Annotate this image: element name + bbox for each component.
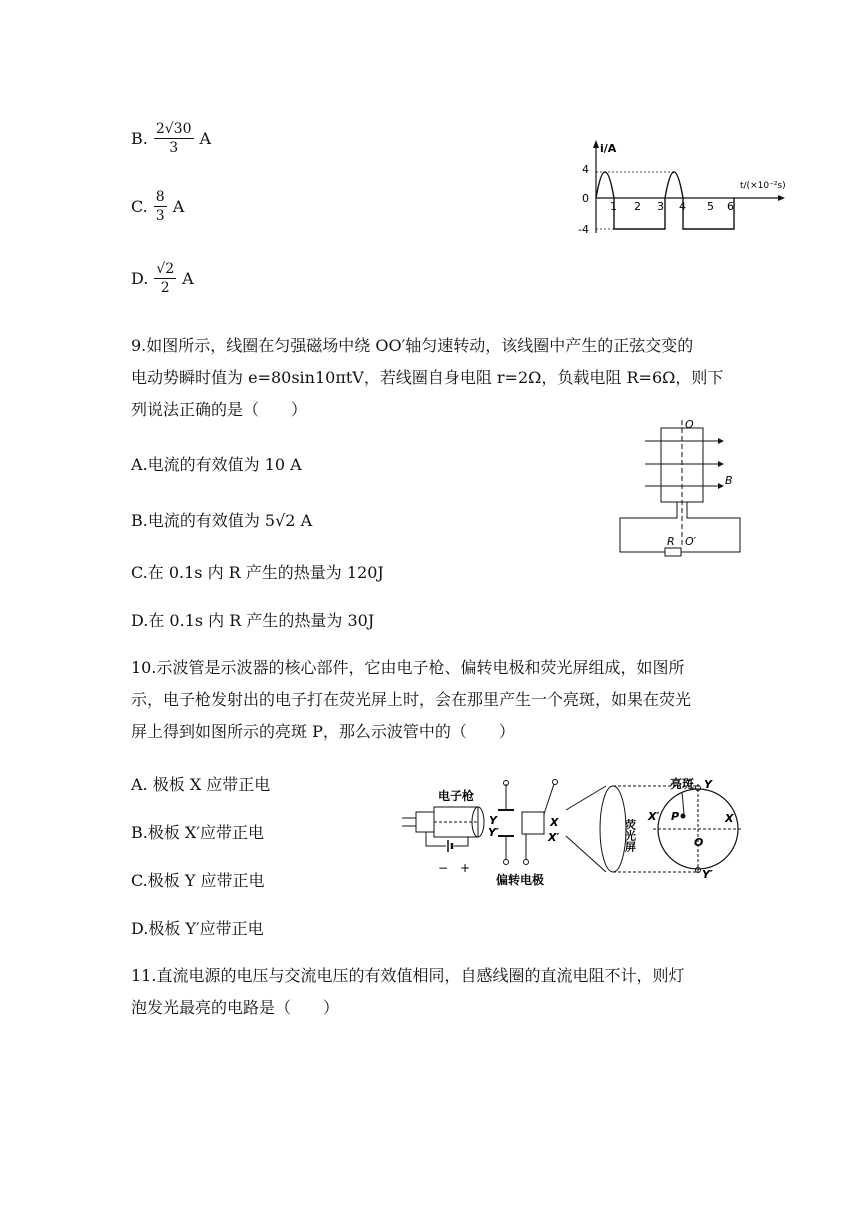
plate-y-prime-label: Y′ bbox=[488, 826, 499, 839]
y-axis-label: i/A bbox=[600, 142, 617, 155]
unit: A bbox=[199, 129, 212, 148]
sine-hump-1 bbox=[596, 172, 614, 198]
x-tick-2: 2 bbox=[634, 200, 641, 213]
bright-spot-p bbox=[681, 814, 686, 819]
resistor-r bbox=[665, 548, 681, 556]
unit: A bbox=[182, 269, 194, 288]
screen-ellipse bbox=[600, 786, 626, 872]
resistor-label: R bbox=[667, 535, 675, 548]
x-tick-3: 3 bbox=[657, 200, 664, 213]
option-label: B. bbox=[131, 129, 148, 148]
electrodes-label: 偏转电极 bbox=[496, 873, 545, 887]
screen-y-label: Y bbox=[704, 778, 712, 791]
x-axis-label: t/(×10⁻²s) bbox=[740, 181, 786, 191]
unit: A bbox=[172, 197, 185, 216]
fraction-numerator: 2√30 bbox=[155, 121, 192, 137]
minus-sign: − bbox=[438, 861, 449, 875]
fraction-numerator: √2 bbox=[156, 261, 175, 277]
q10-option-d: D.极板 Y′应带正电 bbox=[131, 919, 264, 938]
plate-x-label: X bbox=[550, 816, 559, 829]
q11-line-1: 11.直流电源的电压与交流电压的有效值相同，自感线圈的直流电阻不计，则灯 bbox=[131, 966, 685, 985]
q10-option-b: B.极板 X′应带正电 bbox=[131, 823, 264, 842]
terminal bbox=[524, 860, 529, 865]
fraction bbox=[154, 120, 194, 157]
plate-x-pair bbox=[522, 812, 544, 834]
terminal bbox=[553, 780, 558, 785]
wire bbox=[544, 784, 554, 814]
y-tick-neg4: -4 bbox=[578, 223, 589, 236]
q10-option-c: C.极板 Y 应带正电 bbox=[131, 871, 265, 890]
oscilloscope-figure bbox=[398, 774, 743, 889]
x-tick-6: 6 bbox=[727, 200, 734, 213]
spot-label: 亮斑 bbox=[670, 777, 695, 791]
y-tick-0: 0 bbox=[582, 192, 589, 205]
q9-option-b: B.电流的有效值为 5√2 A bbox=[131, 511, 313, 530]
q11-line-2: 泡发光最亮的电路是（ ） bbox=[131, 998, 340, 1017]
x-tick-5: 5 bbox=[707, 200, 714, 213]
fraction-numerator: 8 bbox=[155, 189, 165, 205]
fraction-denominator: 3 bbox=[169, 140, 179, 156]
terminal bbox=[504, 860, 509, 865]
axis-o-label: O bbox=[685, 418, 694, 431]
fraction bbox=[154, 260, 176, 297]
q9-option-c: C.在 0.1s 内 R 产生的热量为 120J bbox=[131, 563, 384, 582]
q9-stem bbox=[131, 330, 723, 426]
q9-option-d: D.在 0.1s 内 R 产生的热量为 30J bbox=[131, 611, 375, 630]
plus-sign: + bbox=[460, 861, 471, 875]
screen-label: 荧光屏 bbox=[623, 819, 637, 852]
q8-option-d bbox=[131, 260, 194, 297]
spot-p-label: P bbox=[671, 810, 680, 823]
leader-line bbox=[682, 792, 684, 814]
q9-line-3: 列说法正确的是（ ） bbox=[131, 400, 308, 419]
current-time-graph bbox=[568, 138, 788, 238]
fraction-denominator: 3 bbox=[155, 208, 165, 224]
q10-line-1: 10.示波管是示波器的核心部件，它由电子枪、偏转电极和荧光屏组成，如图所 bbox=[131, 658, 685, 677]
axis-o-prime-label: O′ bbox=[685, 535, 697, 548]
fraction-denominator: 2 bbox=[160, 280, 170, 296]
q8-option-b bbox=[131, 120, 211, 157]
tube-wall bbox=[566, 836, 606, 872]
gun-label: 电子枪 bbox=[438, 789, 475, 803]
option-label: D. bbox=[131, 269, 149, 288]
wire bbox=[454, 837, 468, 846]
field-b-label: B bbox=[725, 474, 733, 487]
origin-o-label: O bbox=[694, 836, 704, 849]
fraction bbox=[154, 188, 167, 225]
circuit-wire bbox=[620, 502, 740, 552]
q10-stem bbox=[131, 652, 691, 748]
sine-hump-2 bbox=[665, 172, 683, 198]
q9-line-1: 9.如图所示，线圈在匀强磁场中绕 OO′轴匀速转动，该线圈中产生的正弦交变的 bbox=[131, 336, 694, 355]
y-axis-arrow-icon bbox=[593, 140, 599, 148]
plate-x-prime-label: X′ bbox=[548, 831, 560, 844]
q9-line-2: 电动势瞬时值为 e=80sin10πtV，若线圈自身电阻 r=2Ω，负载电阻 R=6Ω，则下 bbox=[131, 368, 724, 387]
gun-cathode bbox=[416, 812, 434, 832]
screen-x-prime-label: X′ bbox=[648, 810, 660, 823]
q11-stem bbox=[131, 960, 684, 1024]
q10-line-3: 屏上得到如图所示的亮斑 P，那么示波管中的（ ） bbox=[131, 722, 515, 741]
arrow-icon bbox=[718, 438, 724, 444]
arrow-icon bbox=[718, 483, 724, 489]
q8-option-c bbox=[131, 188, 184, 225]
option-label: C. bbox=[131, 197, 148, 216]
x-tick-4: 4 bbox=[679, 200, 686, 213]
q9-option-a: A.电流的有效值为 10 A bbox=[131, 455, 302, 474]
wire bbox=[426, 832, 446, 846]
screen-y-prime-label: Y′ bbox=[702, 868, 713, 881]
tube-wall bbox=[566, 786, 606, 810]
arrow-icon bbox=[718, 461, 724, 467]
q10-line-2: 示，电子枪发射出的电子打在荧光屏上时，会在那里产生一个亮斑，如果在荧光 bbox=[131, 690, 692, 709]
x-tick-1: 1 bbox=[610, 200, 617, 213]
y-tick-4: 4 bbox=[582, 163, 589, 176]
q10-option-a: A. 极板 X 应带正电 bbox=[131, 775, 271, 794]
plate-y-label: Y bbox=[489, 814, 497, 827]
x-axis-arrow-icon bbox=[778, 195, 785, 201]
coil-figure bbox=[615, 418, 745, 560]
screen-x-label: X bbox=[725, 812, 734, 825]
